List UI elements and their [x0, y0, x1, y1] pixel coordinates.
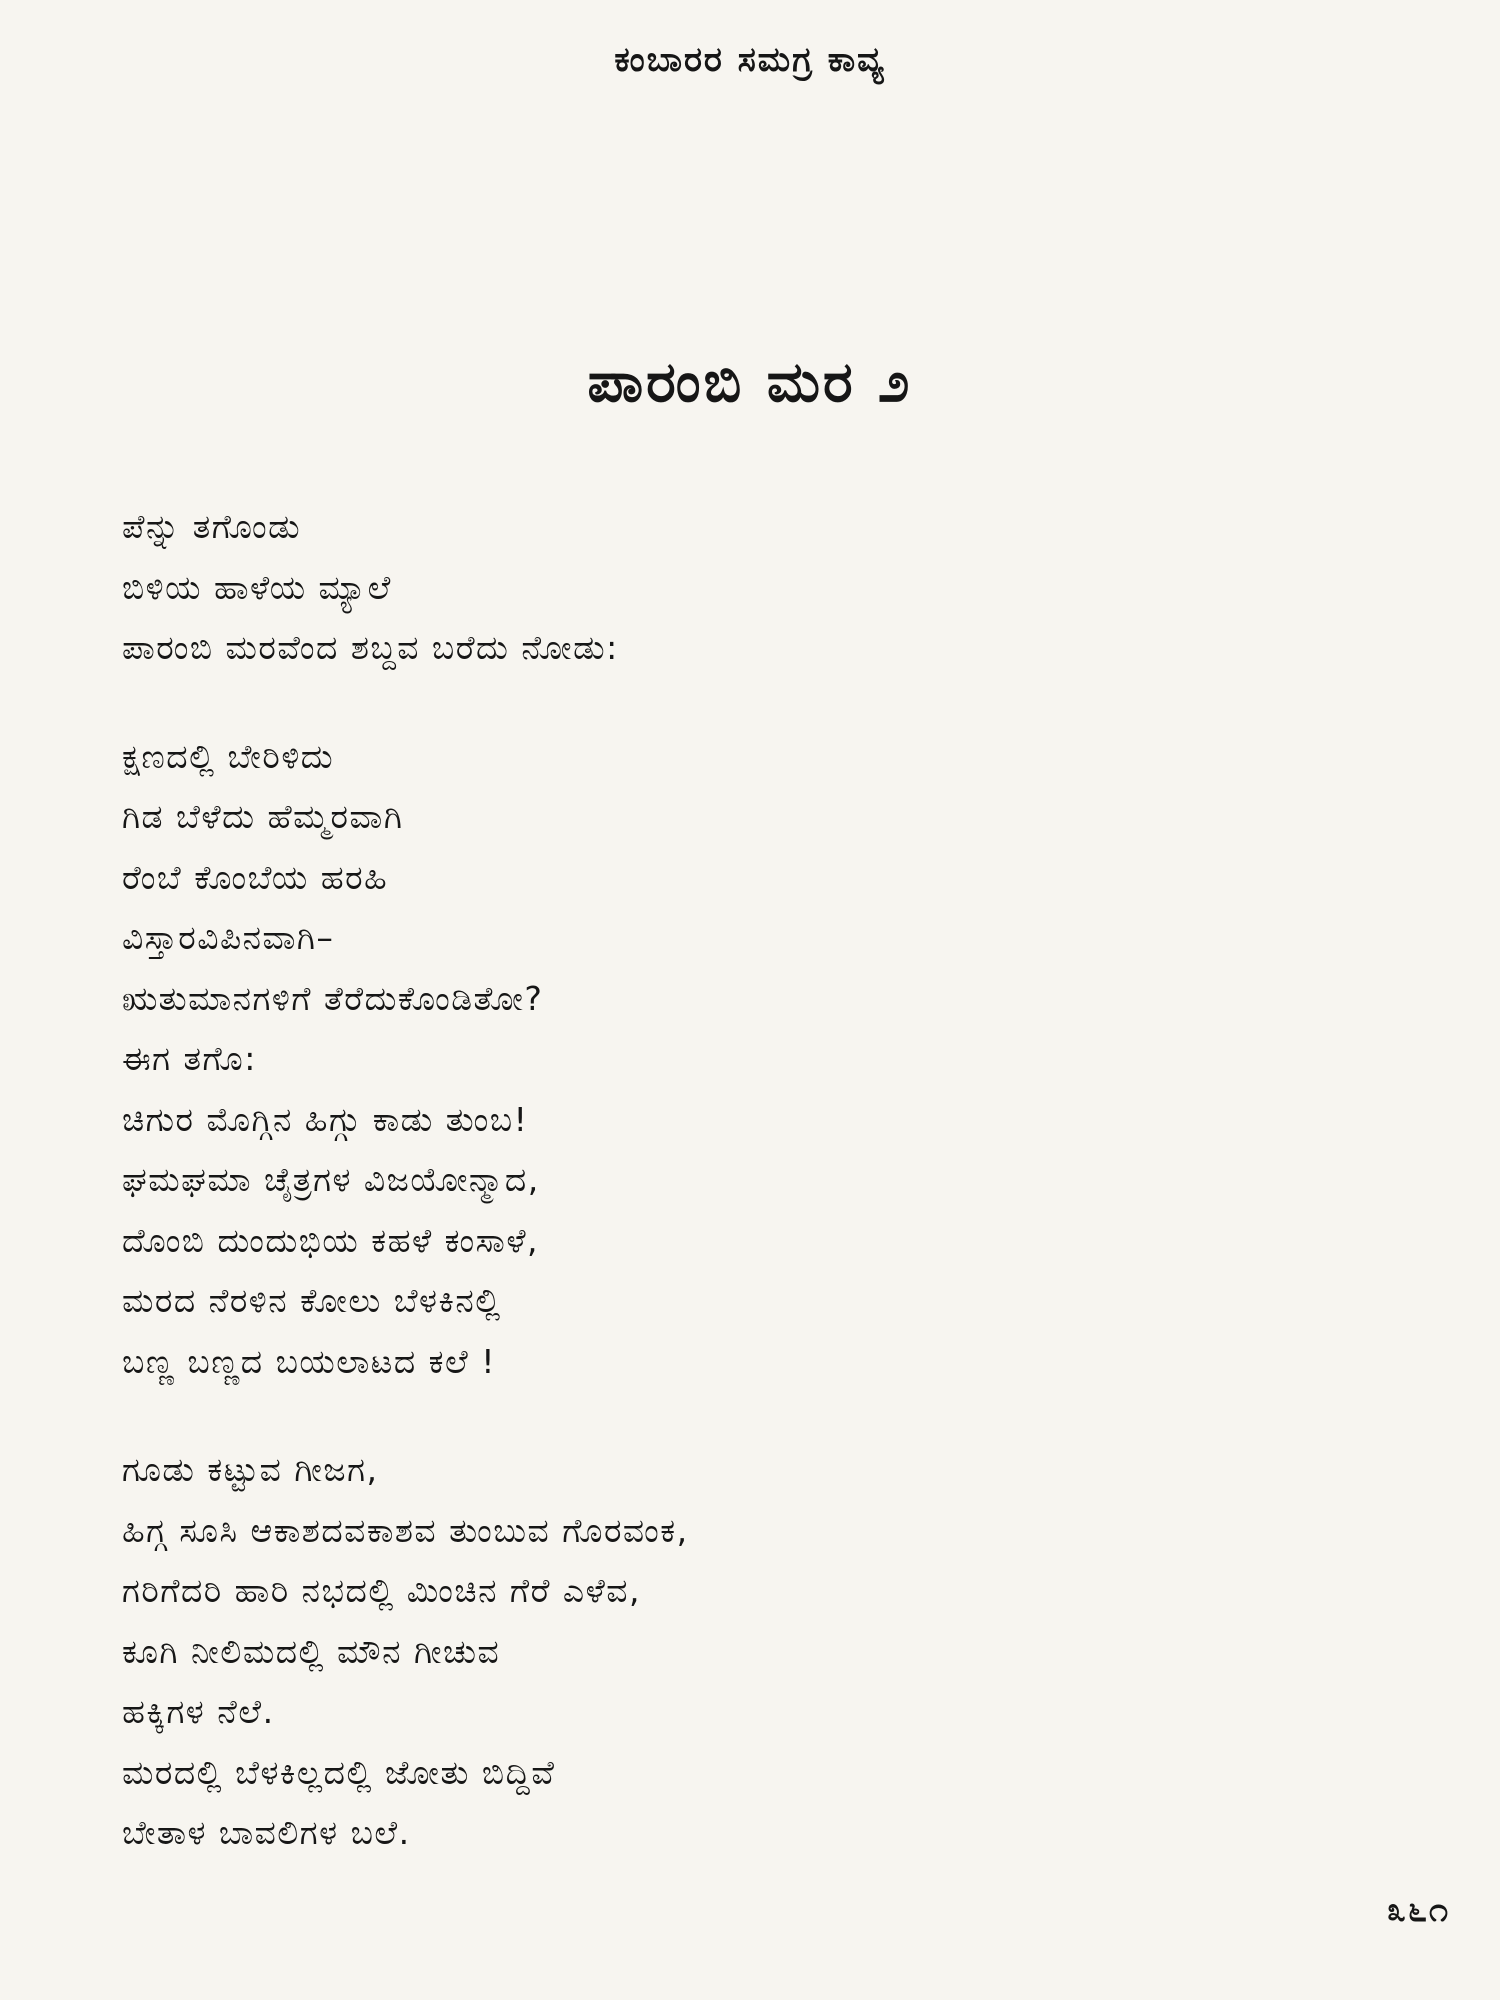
stanza-3: [122, 1440, 1372, 1864]
poem-line: ಹಿಗ್ಗ ಸೂಸಿ ಆಕಾಶದವಕಾಶವ ತುಂಬುವ ಗೊರವಂಕ,: [122, 1510, 689, 1550]
poem-title: ಪಾರಂಬಿ ಮರ ೨: [587, 350, 913, 415]
poem-line: ಬೇತಾಳ ಬಾವಲಿಗಳ ಬಲೆ.: [122, 1813, 411, 1852]
poem-line: ಘಮಘಮಾ ಚೈತ್ರಗಳ ವಿಜಯೋನ್ಮಾದ,: [122, 1160, 540, 1199]
poem-line: ದೊಂಬಿ ದುಂದುಭಿಯ ಕಹಳೆ ಕಂಸಾಳೆ,: [122, 1220, 540, 1260]
poem-line: ಈಗ ತಗೊ:: [122, 1039, 257, 1078]
poem-line: ಪೆನ್ನು ತಗೊಂಡು: [122, 507, 302, 546]
poem-line: ಪಾರಂಬಿ ಮರವೆಂದ ಶಬ್ದವ ಬರೆದು ನೋಡು:: [122, 628, 619, 667]
poem-line: ಗರಿಗೆದರಿ ಹಾರಿ ನಭದಲ್ಲಿ ಮಿಂಚಿನ ಗೆರೆ ಎಳೆವ,: [122, 1571, 641, 1610]
poem-line: ಬಿಳಿಯ ಹಾಳೆಯ ಮ್ಯಾಲೆ: [122, 567, 392, 607]
poem-body: [122, 497, 1372, 1864]
poem-line: ಗೂಡು ಕಟ್ಟುವ ಗೀಜಗ,: [122, 1450, 379, 1489]
poem-line: ಮರದಲ್ಲಿ ಬೆಳಕಿಲ್ಲದಲ್ಲಿ ಜೋತು ಬಿದ್ದಿವೆ: [122, 1752, 556, 1792]
poem-line: ಋತುಮಾನಗಳಿಗೆ ತೆರೆದುಕೊಂಡಿತೋ?: [122, 978, 544, 1018]
stanza-2: [122, 727, 1372, 1393]
poem-line: ಮರದ ನೆರಳಿನ ಕೋಲು ಬೆಳಕಿನಲ್ಲಿ: [122, 1281, 502, 1320]
stanza-1: [122, 497, 1372, 679]
poem-line: ಗಿಡ ಬೆಳೆದು ಹೆಮ್ಮರವಾಗಿ: [122, 797, 404, 836]
page-number: ೩೬೧: [1386, 1890, 1450, 1930]
poem-line: ಬಣ್ಣ ಬಣ್ಣದ ಬಯಲಾಟದ ಕಲೆ !: [122, 1341, 496, 1381]
poem-line: ಕೂಗಿ ನೀಲಿಮದಲ್ಲಿ ಮೌನ ಗೀಚುವ: [122, 1631, 501, 1671]
poem-line: ಹಕ್ಕಿಗಳ ನೆಲೆ.: [122, 1692, 275, 1731]
running-head: ಕಂಬಾರರ ಸಮಗ್ರ ಕಾವ್ಯ: [614, 40, 886, 80]
poem-line: ವಿಸ್ತಾರವಿಪಿನವಾಗಿ–: [122, 918, 335, 957]
poem-line: ರೆಂಬೆ ಕೊಂಬೆಯ ಹರಹಿ: [122, 857, 389, 897]
poem-line: ಕ್ಷಣದಲ್ಲಿ ಬೇರಿಳಿದು: [122, 736, 335, 776]
poem-line: ಚಿಗುರ ಮೊಗ್ಗಿನ ಹಿಗ್ಗು ಕಾಡು ತುಂಬ!: [122, 1099, 529, 1139]
